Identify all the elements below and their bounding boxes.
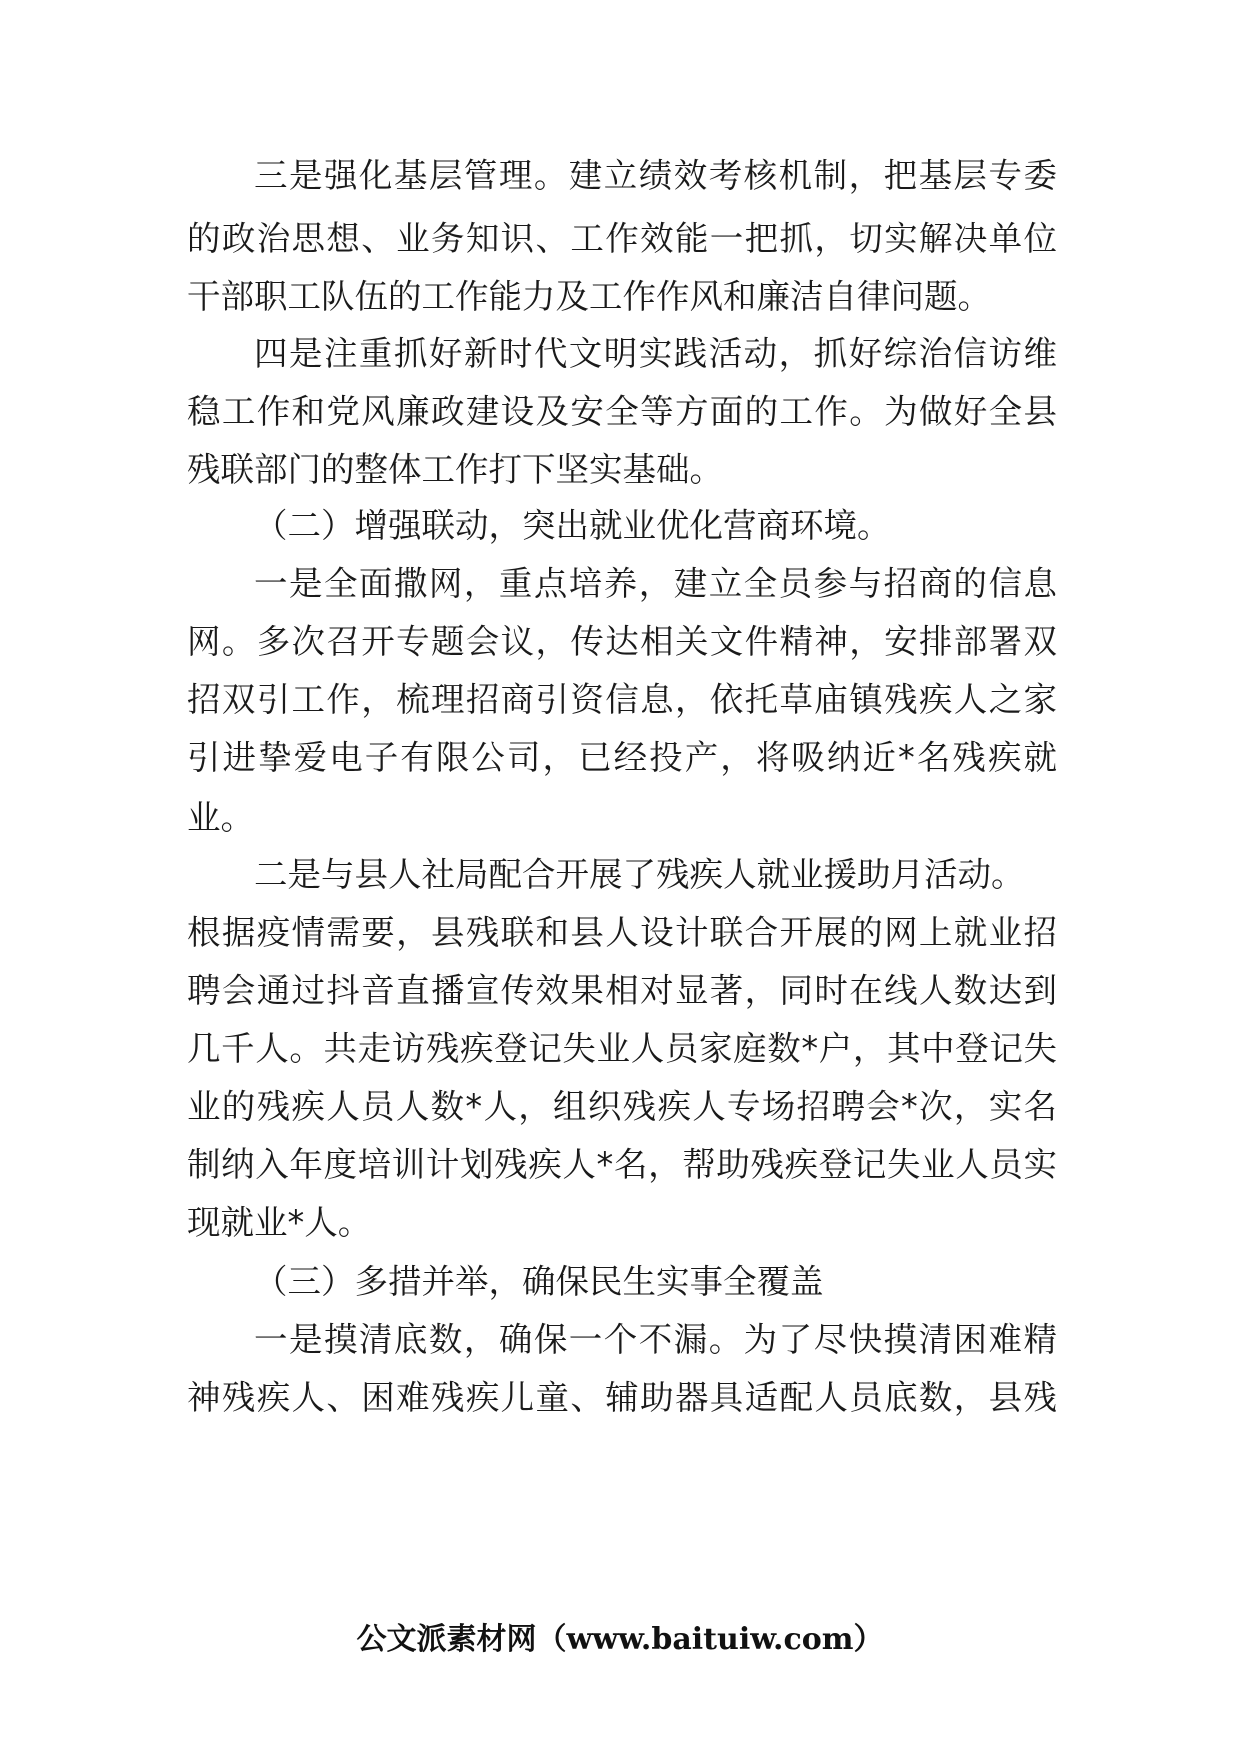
paragraph-5-line-2: 神残疾人、困难残疾儿童、辅助器具适配人员底数，县残 [187,1378,1057,1417]
paragraph-2-line-1: 四是注重抓好新时代文明实践活动，抓好综治信访维 [254,334,1057,373]
paragraph-4-line-7: 现就业*人。 [187,1203,372,1242]
paragraph-1-line-1: 三是强化基层管理。建立绩效考核机制，把基层专委 [254,156,1057,195]
section-heading-3: （三）多措并举，确保民生实事全覆盖 [254,1262,824,1301]
paragraph-1-line-2: 的政治思想、业务知识、工作效能一把抓，切实解决单位 [187,219,1057,258]
paragraph-4-line-5: 业的残疾人员人数*人，组织残疾人专场招聘会*次，实名 [187,1087,1057,1126]
paragraph-4-line-2: 根据疫情需要，县残联和县人设计联合开展的网上就业招 [187,913,1057,952]
paragraph-3-line-3: 招双引工作，梳理招商引资信息，依托草庙镇残疾人之家 [187,680,1057,719]
paragraph-2-line-2: 稳工作和党风廉政建设及安全等方面的工作。为做好全县 [187,392,1057,431]
paragraph-4-line-1: 二是与县人社局配合开展了残疾人就业援助月活动。 [254,855,1025,894]
paragraph-3-line-4: 引进挚爱电子有限公司，已经投产，将吸纳近*名残疾就 [187,738,1057,777]
paragraph-1-line-3: 干部职工队伍的工作能力及工作作风和廉洁自律问题。 [187,277,991,316]
section-heading-2: （二）增强联动，突出就业优化营商环境。 [254,506,891,545]
paragraph-4-line-3: 聘会通过抖音直播宣传效果相对显著，同时在线人数达到 [187,971,1057,1010]
paragraph-2-line-3: 残联部门的整体工作打下坚实基础。 [187,450,723,489]
paragraph-4-line-4: 几千人。共走访残疾登记失业人员家庭数*户，其中登记失 [187,1029,1057,1068]
paragraph-4-line-6: 制纳入年度培训计划残疾人*名，帮助残疾登记失业人员实 [187,1145,1057,1184]
paragraph-3-line-5: 业。 [187,798,254,837]
paragraph-3-line-2: 网。多次召开专题会议，传达相关文件精神，安排部署双 [187,622,1057,661]
paragraph-3-line-1: 一是全面撒网，重点培养，建立全员参与招商的信息 [254,564,1057,603]
footer-watermark: 公文派素材网（www.baituiw.com） [356,1622,884,1657]
paragraph-5-line-1: 一是摸清底数，确保一个不漏。为了尽快摸清困难精 [254,1320,1057,1359]
